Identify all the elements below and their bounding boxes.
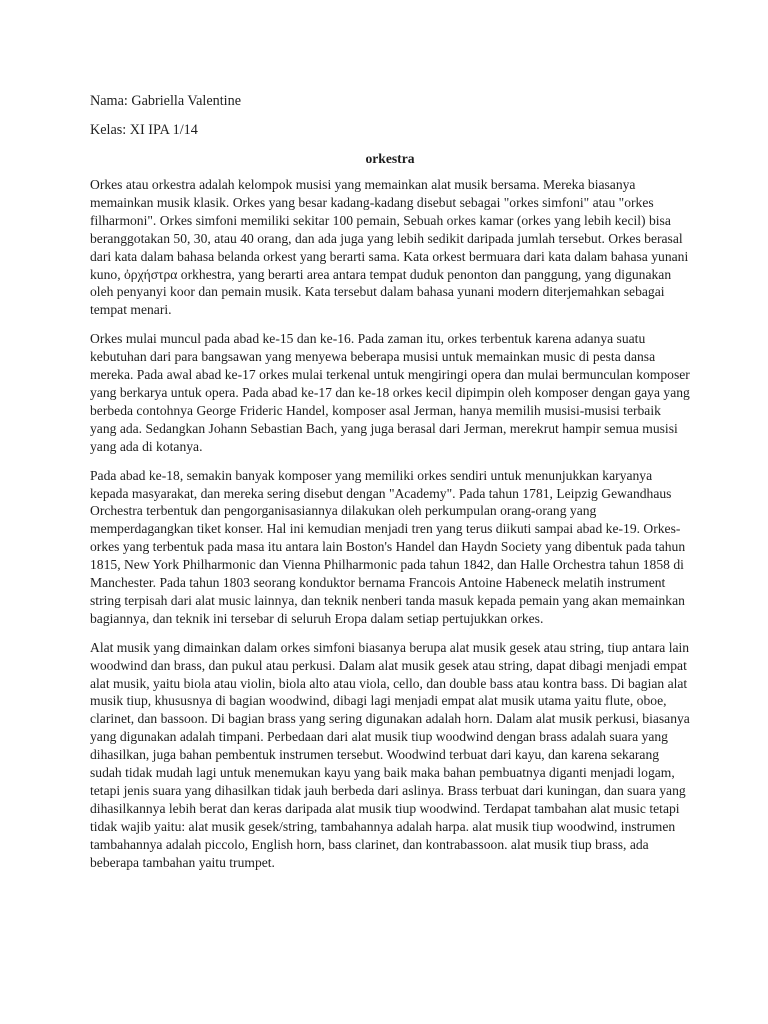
student-class: Kelas: XI IPA 1/14 xyxy=(90,122,198,138)
document-title: orkestra xyxy=(365,151,415,166)
paragraph-instruments: Alat musik yang dimainkan dalam orkes simfoni biasanya berupa alat musik gesek atau string, tiup antara lain woodwind dan brass, dan pukul atau perkusi. Dalam alat musik gesek atau string, dapat dibagi menjadi empat alat musik, yaitu biola atau violin, biola alto atau viola, cello, dan double bass atau kontra bass. Di bagian alat musik tiup, khususnya di bagian woodwind, dibagi lagi menjadi empat alat musik utama yaitu flute, oboe, clarinet, dan bassoon. Di bagian brass yang sering digunakan adalah horn. Dalam alat musik perkusi, biasanya yang digunakan adalah timpani. Perbedaan dari alat musik tiup woodwind dengan brass adalah suara yang dihasilkan, juga bahan pembentuk instrumen tersebut. Woodwind terbuat dari kayu, dan karena sekarang sudah tidak mudah lagi untuk menemukan kayu yang baik maka bahan pembuatnya diganti menjadi logam, tetapi jenis suara yang dihasilkan tidak jauh berbeda dari aslinya. Brass terbuat dari kuningan, dan suara yang dihasilkannya lebih berat dan keras daripada alat musik tiup woodwind. Terdapat tambahan alat music tetapi tidak wajib yaitu: alat musik gesek/string, tambahannya adalah harpa. alat musik tiup woodwind, instrumen tambahannya adalah piccolo, English horn, bass clarinet, dan kontrabassoon. alat musik tiup brass, ada beberapa tambahan yaitu trumpet. xyxy=(90,639,690,870)
student-name: Nama: Gabriella Valentine xyxy=(90,93,242,109)
paragraph-definition: Orkes atau orkestra adalah kelompok musisi yang memainkan alat musik bersama. Mereka biasanya memainkan musik klasik. Orkes yang besar kadang-kadang disebut sebagai "orkes simfoni" atau "orkes filharmoni". Orkes simfoni memiliki sekitar 100 pemain, Sebuah orkes kamar (orkes yang lebih kecil) bisa beranggotakan 50, 30, atau 40 orang, dan ada juga yang lebih sedikit daripada jumlah tersebut. Orkes berasal dari kata dalam bahasa belanda orkest yang berarti sama. Kata orkest bermuara dari kata dalam bahasa yunani kuno, ὀρχήστρα orkhestra, yang berarti area antara tempat duduk penonton dan panggung, yang digunakan oleh penyanyi koor dan pemain musik. Kata tersebut dalam bahasa yunani modern diterjemahkan sebagai tempat menari. xyxy=(90,177,689,318)
paragraph-history-early: Orkes mulai muncul pada abad ke-15 dan ke-16. Pada zaman itu, orkes terbentuk karena adanya suatu kebutuhan dari para bangsawan yang menyewa beberapa musisi untuk memainkan music di pesta dansa mereka. Pada awal abad ke-17 orkes mulai terkenal untuk mengiringi opera dan mulai bermunculan komposer yang berkarya untuk opera. Pada abad ke-17 dan ke-18 orkes kecil dipimpin oleh komposer dengan gaya yang berbeda contohnya George Frideric Handel, komposer asal Jerman, hanya memilih musisi-musisi terbaik yang ada. Sedangkan Johann Sebastian Bach, yang juga berasal dari Jerman, merekrut hampir semua musisi yang ada di kotanya. xyxy=(90,331,690,454)
paragraph-history-18th-century: Pada abad ke-18, semakin banyak komposer yang memiliki orkes sendiri untuk menunjukkan karyanya kepada masyarakat, dan mereka sering disebut dengan "Academy". Pada tahun 1781, Leipzig Gewandhaus Orchestra terbentuk dan pengorganisasiannya dilakukan oleh perkumpulan orang-orang yang memperdagangkan tiket konser. Hal ini kemudian menjadi tren yang terus diikuti sampai abad ke-19. Orkes-orkes yang terbentuk pada masa itu antara lain Boston's Handel dan Haydn Society yang dibentuk pada tahun 1815, New York Philharmonic dan Vienna Philharmonic pada tahun 1842, dan Halle Orchestra tahun 1858 di Manchester. Pada tahun 1803 seorang konduktor bernama Francois Antoine Habeneck melatih instrument string terpisah dari alat music lainnya, dan teknik nenberi tanda masuk kepada pemain yang akan memainkan bagiannya, dan teknik ini tersebar di seluruh Eropa dalam setiap pertujukkan orkes. xyxy=(90,467,686,626)
document-body xyxy=(90,92,690,883)
